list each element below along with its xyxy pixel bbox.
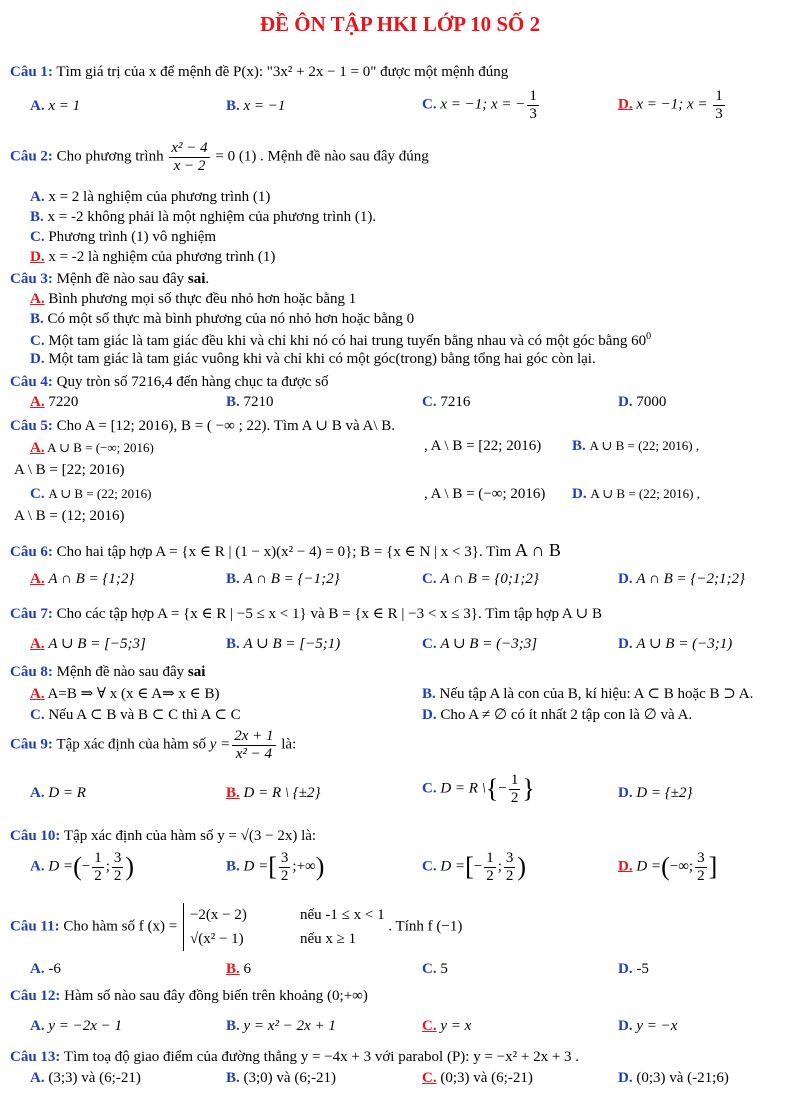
q7-option-b[interactable]: B. A ∪ B = [−5;1) bbox=[226, 636, 341, 652]
question-1 bbox=[10, 64, 508, 81]
q7-option-a[interactable]: A. A ∪ B = [−5;3] bbox=[30, 636, 146, 652]
question-4: Câu 4: Quy tròn số 7216,4 đến hàng chục ta được số bbox=[10, 374, 329, 390]
question-7: Câu 7: Cho các tập hợp A = {x ∈ R | −5 ≤ x < 1} và B = {x ∈ R | −3 < x ≤ 3}. Tìm tập hợp A ∪ B bbox=[10, 606, 602, 622]
q1-option-d[interactable]: D. x = −1; x = $\frac{1}{3}$ bbox=[618, 88, 723, 122]
fraction: $\frac{1}{3}$ bbox=[529, 88, 537, 122]
q4-option-a[interactable]: A. 7220 bbox=[30, 394, 79, 410]
q10-option-b[interactable]: B. D =[ $\frac{3}{2}$ ;+∞) bbox=[226, 850, 325, 884]
question-8: Câu 8: Mệnh đề nào sau đây sai bbox=[10, 664, 206, 680]
q2-option-b[interactable]: B. x = -2 không phải là một nghiệm của phương trình (1). bbox=[30, 209, 377, 225]
q11-option-c[interactable]: C. 5 bbox=[422, 961, 448, 977]
fraction: $\frac{1}{2}$ bbox=[510, 772, 519, 806]
q2-option-d[interactable]: D. x = -2 là nghiệm của phương trình (1) bbox=[30, 249, 276, 265]
question-9: Câu 9: Tập xác định của hàm số y = $\frac{2x + 1}{\text{x² − 4}}$ là: bbox=[10, 728, 297, 762]
q4-option-b[interactable]: B. 7210 bbox=[226, 394, 274, 410]
q5-option-a[interactable]: A. A ∪ B = (−∞; 2016) bbox=[30, 440, 154, 456]
question-12: Câu 12: Hàm số nào sau đây đồng biến trên khoảng (0;+∞) bbox=[10, 988, 368, 1004]
question-text: Tìm giá trị của x để mệnh đề P(x): "3x² + 2x − 1 = 0" được một mệnh đúng bbox=[56, 64, 509, 80]
question-5: Câu 5: Cho A = [12; 2016), B = ( −∞ ; 22). Tìm A ∪ B và A\ B. bbox=[10, 418, 396, 434]
piecewise-function: −2(x − 2) nếu -1 ≤ x < 1 √(x² − 1) nếu x ≥ 1 bbox=[183, 903, 385, 951]
q13-option-c[interactable]: C. (0;3) và (6;-21) bbox=[422, 1070, 533, 1086]
q5-option-a-part2: , A \ B = [22; 2016) bbox=[424, 438, 542, 454]
q8-option-d[interactable]: D. Cho A ≠ ∅ có ít nhất 2 tập con là ∅ và A. bbox=[422, 707, 693, 723]
q8-option-b[interactable]: B. Nếu tập A là con của B, kí hiệu: A ⊂ B hoặc B ⊃ A. bbox=[422, 686, 754, 702]
q3-option-d[interactable]: D. Một tam giác là tam giác vuông khi và chỉ khi có một góc(trong) bằng tổng hai góc còn lại. bbox=[30, 351, 596, 367]
q1-option-a[interactable]: A. x = 1 bbox=[30, 98, 81, 114]
q8-option-c[interactable]: C. Nếu A ⊂ B và B ⊂ C thì A ⊂ C bbox=[30, 707, 241, 723]
q2-option-a[interactable]: A. x = 2 là nghiệm của phương trình (1) bbox=[30, 189, 271, 205]
question-label: Câu 1: bbox=[10, 64, 53, 80]
q12-option-c[interactable]: C. y = x bbox=[422, 1018, 472, 1034]
page-title: ĐỀ ÔN TẬP HKI LỚP 10 SỐ 2 bbox=[259, 12, 541, 36]
q5-option-d[interactable]: D. A ∪ B = (22; 2016) , bbox=[572, 486, 700, 502]
q10-option-d[interactable]: D. D =(−∞; $\frac{3}{2}$ ] bbox=[618, 850, 718, 884]
q5-option-c-part2: , A \ B = (−∞; 2016) bbox=[424, 486, 546, 502]
q7-option-c[interactable]: C. A ∪ B = (−3;3] bbox=[422, 636, 538, 652]
fraction: $\frac{1}{3}$ bbox=[715, 88, 723, 122]
q1-option-b[interactable]: B. x = −1 bbox=[226, 98, 286, 114]
q6-option-c[interactable]: C. A ∩ B = {0;1;2} bbox=[422, 571, 539, 587]
fraction: $\frac{2x + 1}{\text{x² − 4}}$ bbox=[234, 728, 274, 762]
q3-option-a[interactable]: A. Bình phương mọi số thực đều nhỏ hơn hoặc bằng 1 bbox=[30, 291, 357, 307]
q13-option-b[interactable]: B. (3;0) và (6;-21) bbox=[226, 1070, 336, 1086]
question-6: Câu 6: Cho hai tập hợp A = {x ∈ R | (1 − x)(x² − 4) = 0}; B = {x ∈ N | x < 3}. Tìm A ∩ B bbox=[10, 540, 561, 560]
q13-option-d[interactable]: D. (0;3) và (-21;6) bbox=[618, 1070, 729, 1086]
q5-option-b[interactable]: B. A ∪ B = (22; 2016) , bbox=[572, 438, 700, 454]
q5-option-b-part2: A \ B = [22; 2016) bbox=[14, 462, 125, 478]
q11-option-a[interactable]: A. -6 bbox=[30, 961, 61, 977]
q10-option-a[interactable]: A. D =(− $\frac{1}{2}$ ; $\frac{3}{2}$ ) bbox=[30, 850, 135, 884]
q4-option-c[interactable]: C. 7216 bbox=[422, 394, 471, 410]
q12-option-b[interactable]: B. y = x² − 2x + 1 bbox=[226, 1018, 336, 1034]
q12-option-d[interactable]: D. y = −x bbox=[618, 1018, 678, 1034]
q9-option-c[interactable]: C. D = R \{− $\frac{1}{2}$ } bbox=[422, 772, 535, 806]
question-3: Câu 3: Mệnh đề nào sau đây sai. bbox=[10, 271, 210, 287]
question-10: Câu 10: Tập xác định của hàm số y = √(3 − 2x) là: bbox=[10, 828, 317, 844]
q7-option-d[interactable]: D. A ∪ B = (−3;1) bbox=[618, 636, 733, 652]
question-2: Câu 2: Cho phương trình $\frac{\text{x² − 4}}{x - 2}$ = 0 (1) . Mệnh đề nào sau đây đúng bbox=[10, 140, 429, 174]
q13-option-a[interactable]: A. (3;3) và (6;-21) bbox=[30, 1070, 141, 1086]
q11-option-b[interactable]: B. 6 bbox=[226, 961, 252, 977]
question-13: Câu 13: Tìm toạ độ giao điểm của đường thẳng y = −4x + 3 với parabol (P): y = −x² + 2x + 3 . bbox=[10, 1049, 580, 1065]
q9-option-b[interactable]: B. D = R \ {±2} bbox=[226, 785, 321, 801]
q6-option-a[interactable]: A. A ∩ B = {1;2} bbox=[30, 571, 135, 587]
q2-option-c[interactable]: C. Phương trình (1) vô nghiệm bbox=[30, 229, 217, 245]
q5-option-c[interactable]: C. A ∪ B = (22; 2016) bbox=[30, 486, 152, 502]
q10-option-c[interactable]: C. D =[− $\frac{1}{2}$ ; $\frac{3}{2}$ ) bbox=[422, 850, 527, 884]
q1-option-c[interactable]: C. x = −1; x = − $\frac{1}{3}$ bbox=[422, 88, 537, 122]
q11-option-d[interactable]: D. -5 bbox=[618, 961, 649, 977]
q6-option-b[interactable]: B. A ∩ B = {−1;2} bbox=[226, 571, 340, 587]
q9-option-d[interactable]: D. D = {±2} bbox=[618, 785, 693, 801]
q8-option-a[interactable]: A. A=B ⇒ ∀ x (x ∈ A⇒ x ∈ B) bbox=[30, 686, 220, 702]
q12-option-a[interactable]: A. y = −2x − 1 bbox=[30, 1018, 123, 1034]
q3-option-c[interactable]: C. Một tam giác là tam giác đều khi và chỉ khi nó có hai trung tuyến bằng nhau và có một góc bằng $60^0$ bbox=[30, 331, 652, 349]
q3-option-b[interactable]: B. Có một số thực mà bình phương của nó nhỏ hơn hoặc bằng 0 bbox=[30, 311, 415, 327]
q5-option-d-part2: A \ B = (12; 2016) bbox=[14, 508, 125, 524]
q9-option-a[interactable]: A. D = R bbox=[30, 785, 86, 801]
question-11: Câu 11: Cho hàm số f (x) = −2(x − 2) nếu -1 ≤ x < 1 √(x² − 1) nếu x ≥ 1 . Tính f (−1) bbox=[10, 903, 462, 951]
q6-option-d[interactable]: D. A ∩ B = {−2;1;2} bbox=[618, 571, 745, 587]
q4-option-d[interactable]: D. 7000 bbox=[618, 394, 667, 410]
fraction: $\frac{\text{x² − 4}}{x - 2}$ bbox=[171, 140, 208, 174]
